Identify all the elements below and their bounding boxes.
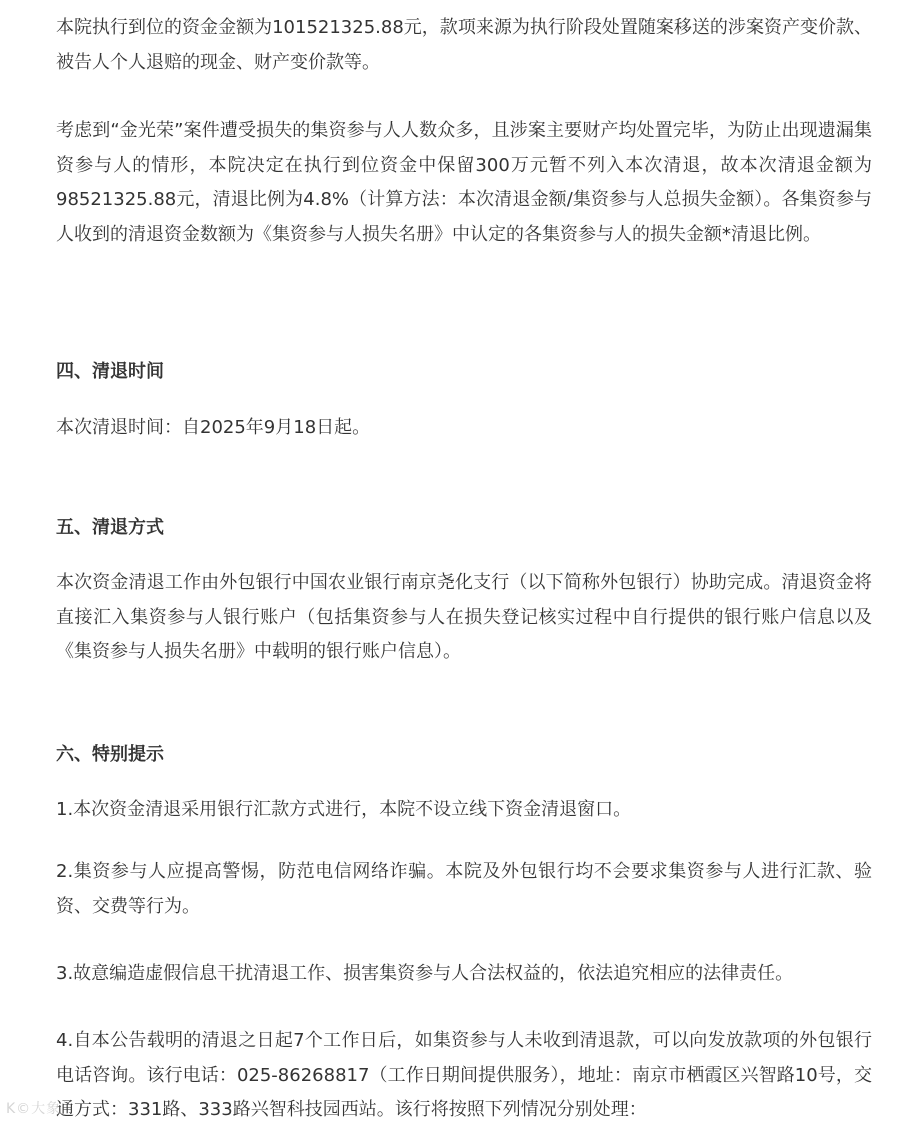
notice-item-2: 2.集资参与人应提高警惕，防范电信网络诈骗。本院及外包银行均不会要求集资参与人进行汇款、验资、交费等行为。 <box>56 861 872 917</box>
section-heading-refund-time: 四、清退时间 <box>56 361 164 382</box>
watermark-logo: K©大象 <box>6 1101 62 1117</box>
paragraph-refund-ratio: 考虑到“金光荣”案件遭受损失的集资参与人人数众多，且涉案主要财产均处置完毕，为防止出现遗漏集资参与人的情形，本院决定在执行到位资金中保留300万元暂不列入本次清退，故本次清退金额为98521325.88元，清退比例为4.8%（计算方法：本次清退金额/集资参与人总损失金额）。各集资参与人收到的清退资金数额为《集资参与人损失名册》中认定的各集资参与人的损失金额*清退比例。 <box>56 120 872 245</box>
notice-item-3: 3.故意编造虚假信息干扰清退工作、损害集资参与人合法权益的，依法追究相应的法律责任。 <box>56 963 794 984</box>
section-heading-special-notice: 六、特别提示 <box>56 744 164 765</box>
paragraph-funds-amount: 本院执行到位的资金金额为101521325.88元，款项来源为执行阶段处置随案移送的涉案资产变价款、被告人个人退赔的现金、财产变价款等。 <box>56 17 872 73</box>
paragraph-refund-method: 本次资金清退工作由外包银行中国农业银行南京尧化支行（以下简称外包银行）协助完成。清退资金将直接汇入集资参与人银行账户（包括集资参与人在损失登记核实过程中自行提供的银行账户信息以及《集资参与人损失名册》中载明的银行账户信息）。 <box>56 572 872 662</box>
notice-item-4: 4.自本公告载明的清退之日起7个工作日后，如集资参与人未收到清退款，可以向发放款项的外包银行电话咨询。该行电话：025-86268817（工作日期间提供服务），地址：南京市栖霞区兴智路10号，交通方式：331路、333路兴智科技园西站。该行将按照下列情况分别处理： <box>56 1030 872 1120</box>
section-heading-refund-method: 五、清退方式 <box>56 517 164 538</box>
notice-item-1: 1.本次资金清退采用银行汇款方式进行，本院不设立线下资金清退窗口。 <box>56 799 632 820</box>
paragraph-refund-time: 本次清退时间：自2025年9月18日起。 <box>56 417 371 438</box>
